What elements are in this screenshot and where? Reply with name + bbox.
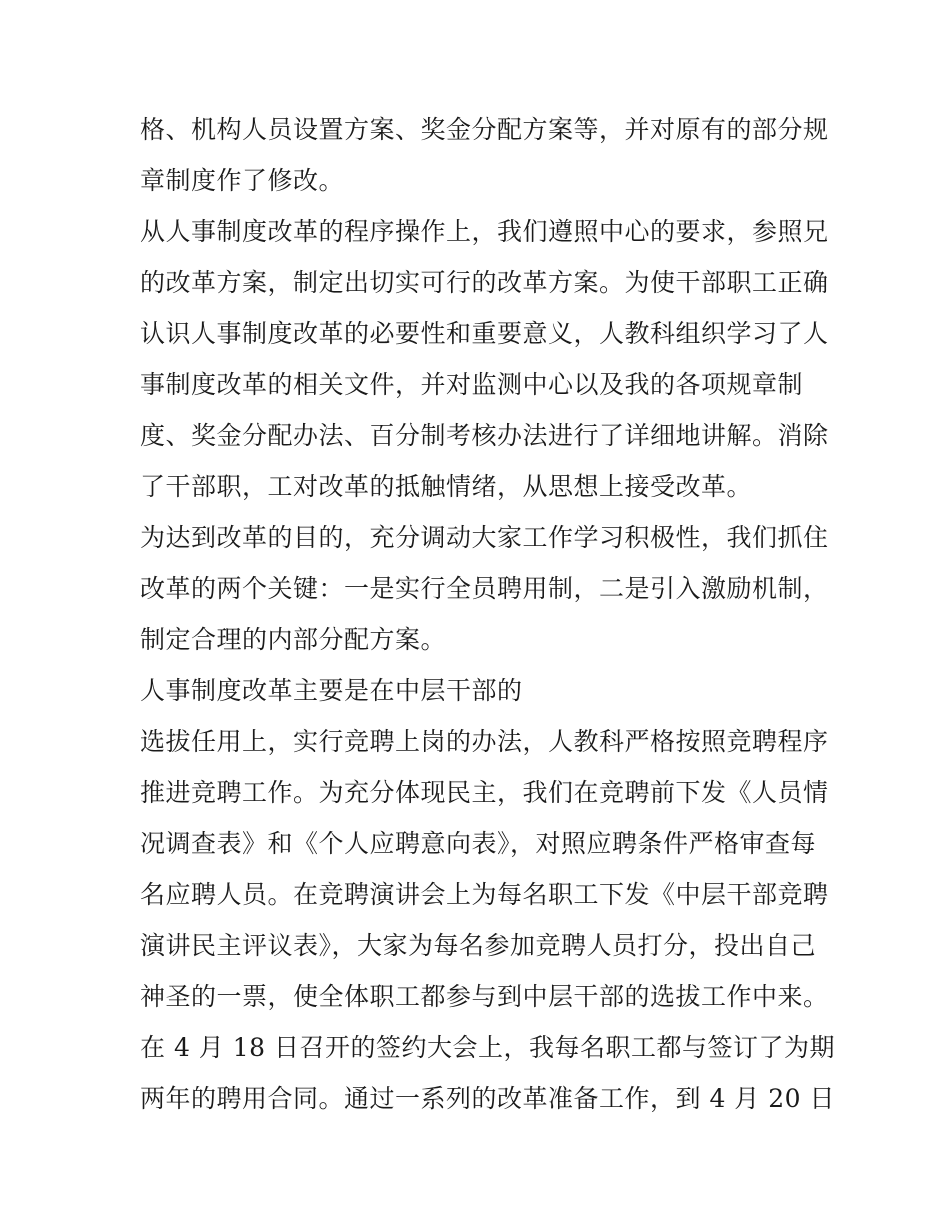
text-line: 的改革方案，制定出切实可行的改革方案。为使干部职工正确 [140,268,829,297]
text-line: 为达到改革的目的，充分调动大家工作学习积极性，我们抓住 [140,523,829,552]
text-line: 神圣的一票，使全体职工都参与到中层干部的选拔工作中来。 [140,982,829,1011]
text-line: 事制度改革的相关文件，并对监测中心以及我的各项规章制 [140,370,804,399]
text-line: 度、奖金分配办法、百分制考核办法进行了详细地讲解。消除 [140,421,829,450]
text-line: 推进竞聘工作。为充分体现民主，我们在竞聘前下发《人员情 [140,778,829,807]
text-line: 制定合理的内部分配方案。 [140,625,447,654]
text-line: 人事制度改革主要是在中层干部的 [140,676,523,705]
text-line: 改革的两个关键：一是实行全员聘用制，二是引入激励机制， [140,574,829,603]
text-line: 两年的聘用合同。通过一系列的改革准备工作，到 4 月 20 日 [140,1084,836,1113]
text-line: 况调查表》和《个人应聘意向表》，对照应聘条件严格审查每 [140,829,817,858]
body-text [140,104,836,1124]
text-line: 了干部职，工对改革的抵触情绪，从思想上接受改革。 [140,472,753,501]
text-line: 名应聘人员。在竞聘演讲会上为每名职工下发《中层干部竞聘 [140,880,829,909]
text-line: 选拔任用上，实行竞聘上岗的办法，人教科严格按照竞聘程序 [140,727,829,756]
text-line: 格、机构人员设置方案、奖金分配方案等，并对原有的部分规 [140,115,829,144]
text-line: 演讲民主评议表》，大家为每名参加竞聘人员打分，投出自己 [140,931,817,960]
text-line: 认识人事制度改革的必要性和重要意义，人教科组织学习了人 [140,319,829,348]
text-line: 从人事制度改革的程序操作上，我们遵照中心的要求，参照兄 [140,217,829,246]
text-line: 在 4 月 18 日召开的签约大会上，我每名职工都与签订了为期 [140,1033,836,1062]
text-line: 章制度作了修改。 [140,166,345,195]
